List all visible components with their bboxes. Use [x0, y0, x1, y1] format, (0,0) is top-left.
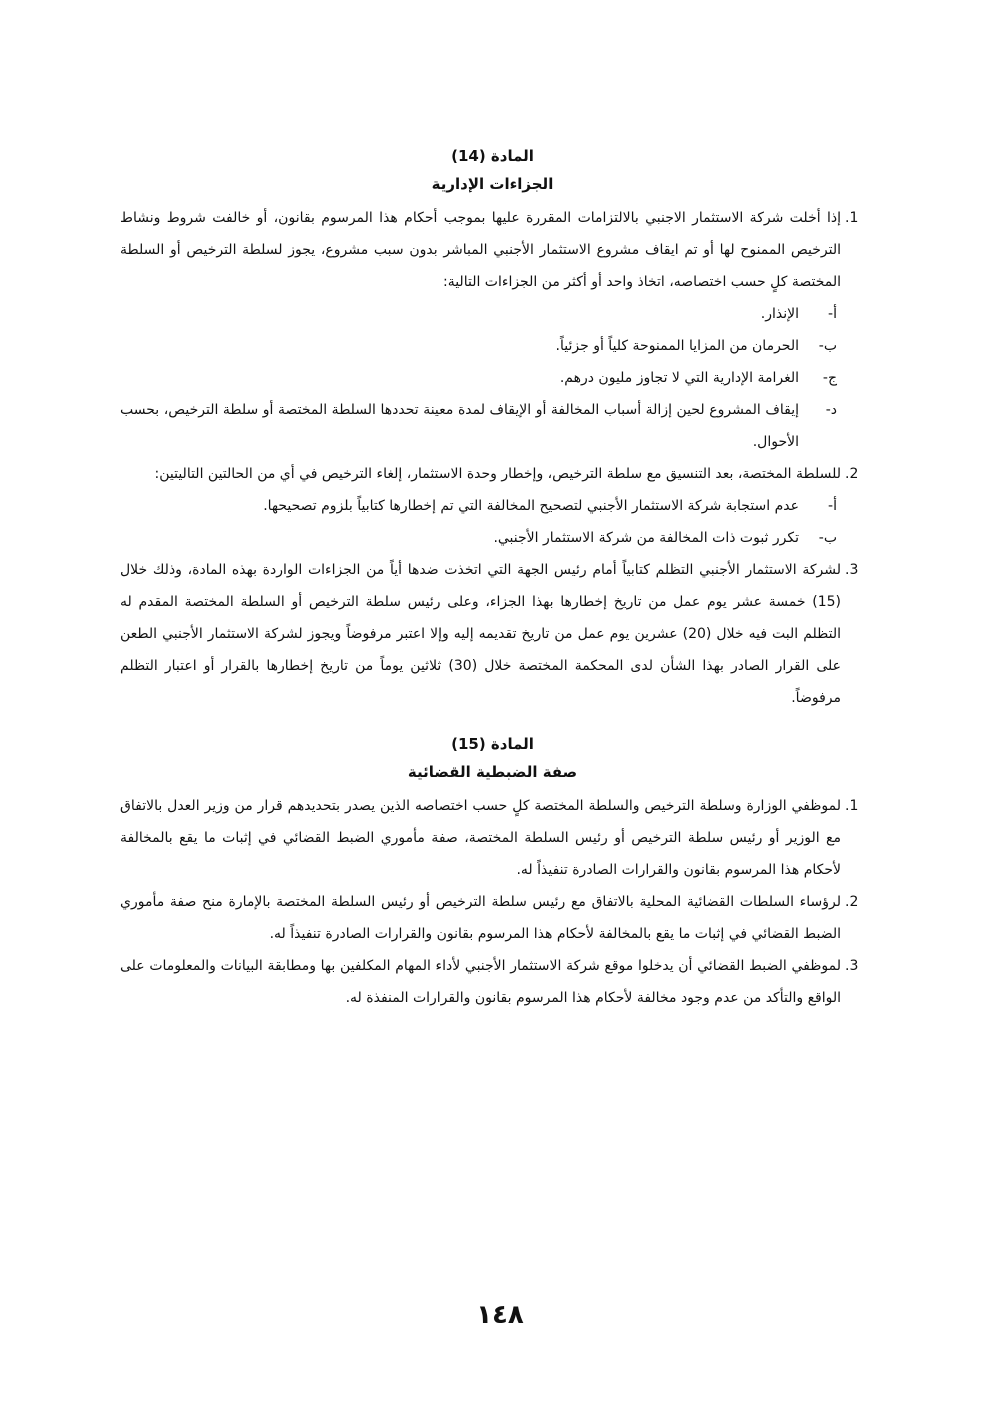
sub-text: إيقاف المشروع لحين إزالة أسباب المخالفة أو الإيقاف لمدة معينة تحددها السلطة المختصة أو سلطة الترخيص، بحسب الأحوال.: [120, 402, 799, 450]
article-15-title: صفة الضبطية القضائية: [407, 763, 578, 781]
item-text: للسلطة المختصة، بعد التنسيق مع سلطة الترخيص، وإخطار وحدة الاستثمار، إلغاء الترخيص في أي من الحالتين التاليتين:: [154, 466, 841, 482]
article-14-item-1-sub-b: [120, 330, 865, 362]
sub-letter: أ-: [828, 498, 837, 514]
article-14-item-1-sub-c: [120, 362, 865, 394]
item-text: لموظفي الضبط القضائي أن يدخلوا موقع شركة الاستثمار الأجنبي لأداء المهام المكلفين بها ومطابقة البيانات والمعلومات على الواقع والتأكد من عدم وجود مخالفة لأحكام هذا المرسوم بقانون والقرارات المنفذة له.: [120, 958, 841, 1006]
article-14-item-2-sub-a: [120, 490, 865, 522]
item-number: 2.: [845, 894, 859, 910]
sub-letter: ب-: [818, 338, 837, 354]
article-14-item-2: [120, 458, 865, 490]
sub-text: الإنذار.: [760, 306, 799, 322]
article-15-number: المادة (15): [451, 735, 534, 753]
article-14-item-1-sub-d: [120, 394, 865, 458]
article-15-item-1: [120, 790, 865, 886]
item-number: 1.: [845, 210, 859, 226]
item-text: لرؤساء السلطات القضائية المحلية بالاتفاق مع رئيس سلطة الترخيص أو رئيس السلطة المختصة بالإمارة منح صفة مأموري الضبط القضائي في إثبات ما يقع بالمخالفة لأحكام هذا المرسوم بقانون والقرارات الصادرة تنفيذاً له.: [120, 894, 841, 942]
sub-letter: د-: [825, 402, 837, 418]
sub-letter: ب-: [818, 530, 837, 546]
sub-text: الغرامة الإدارية التي لا تجاوز مليون درهم.: [559, 370, 799, 386]
sub-text: عدم استجابة شركة الاستثمار الأجنبي لتصحيح المخالفة التي تم إخطارها كتابياً بلزوم تصحيحها.: [263, 498, 799, 514]
document-page: [120, 140, 865, 1014]
item-number: 1.: [845, 798, 859, 814]
article-15-item-3: [120, 950, 865, 1014]
article-14-item-3: [120, 554, 865, 714]
item-text: لشركة الاستثمار الأجنبي التظلم كتابياً أمام رئيس الجهة التي اتخذت ضدها أياً من الجزاءات الواردة بهذه المادة، وذلك خلال (15) خمسة عشر يوم عمل من تاريخ إخطارها بهذا الجزاء، وعلى رئيس سلطة الترخيص أو السلطة المختصة المقدم له التظلم البت فيه خلال (20) عشرين يوم عمل من تاريخ تقديمه إليه وإلا اعتبر مرفوضاً ويجوز لشركة الاستثمار الأجنبي الطعن على القرار الصادر بهذا الشأن لدى المحكمة المختصة خلال (30) ثلاثين يوماً من تاريخ إخطارها بالقرار أو اعتبار التظلم مرفوضاً.: [120, 562, 842, 706]
item-text: لموظفي الوزارة وسلطة الترخيص والسلطة المختصة كلٍ حسب اختصاصه الذين يصدر بتحديدهم قرار من وزير العدل بالاتفاق مع الوزير أو رئيس سلطة الترخيص أو رئيس السلطة المختصة، صفة مأموري الضبط القضائي في إثبات ما يقع بالمخالفة لأحكام هذا المرسوم بقانون والقرارات الصادرة تنفيذاً له.: [120, 798, 841, 878]
page-number: ١٤٨: [476, 1300, 524, 1330]
article-14-number: المادة (14): [451, 147, 534, 165]
sub-letter: أ-: [828, 306, 837, 322]
item-number: 3.: [845, 958, 859, 974]
item-number: 3.: [845, 562, 859, 578]
sub-text: تكرر ثبوت ذات المخالفة من شركة الاستثمار الأجنبي.: [493, 530, 799, 546]
article-14-title: الجزاءات الإدارية: [431, 175, 554, 193]
item-text: إذا أخلت شركة الاستثمار الاجنبي بالالتزامات المقررة عليها بموجب أحكام هذا المرسوم بقانون، أو خالفت شروط ونشاط الترخيص الممنوح لها أو تم ايقاف مشروع الاستثمار الأجنبي المباشر بدون سبب مشروع، يجوز لسلطة الترخيص أو السلطة المختصة كلٍ حسب اختصاصه، اتخاذ واحد أو أكثر من الجزاءات التالية:: [120, 210, 841, 290]
sub-letter: ج-: [822, 370, 837, 386]
article-14-item-1-sub-a: [120, 298, 865, 330]
item-number: 2.: [845, 466, 859, 482]
article-15-item-2: [120, 886, 865, 950]
article-14-item-2-sub-b: [120, 522, 865, 554]
article-14-item-1: [120, 202, 865, 298]
sub-text: الحرمان من المزايا الممنوحة كلياً أو جزئياً.: [555, 338, 799, 354]
